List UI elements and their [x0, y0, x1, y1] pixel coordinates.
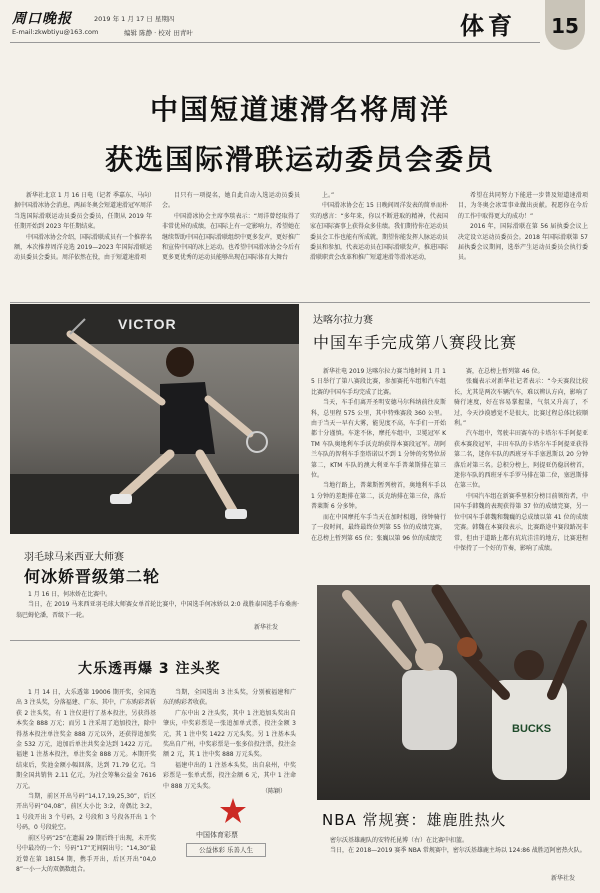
- section-name: 体育: [460, 11, 516, 40]
- lottery-column-2: 当期，全国选出 3 注头奖，分别被福建和广东的购彩者收获。 广东中出 2 注头奖，其中 1 注追加头奖出自肇庆，中奖彩票是一张追加单式票，投注金额 3 元，其 1 注中奖 1422 万元头奖。另 1 注基本头奖出自广州，中奖彩票是一张多倍投注票，投注金额 2 元，其 1 注中奖 888 万元头奖。 福建中出的 1 注基本头奖，出自泉州，中奖彩票是一张单式票，投注金额 6 元，其中 1 注命中 888 万元头奖。: [163, 689, 296, 790]
- badminton-bottom-rule: [10, 640, 300, 641]
- lead-headline-line1: 中国短道速滑名将周洋: [149, 93, 450, 126]
- dakar-column-2: 赛，在总榜上暂列第 46 位。 张巍表示对新华社记者表示：“今天赛段比较长，尤其是两次车辆汽车，难以辨认方向，影响了骑行速度，好在容易掌握量，气氛又升高了，不过，今天沙漠感觉不是很大，比赛过程总体比较顺利。” 汽车组中，驾驶丰田赛车的卡塔尔车手阿提亚获本赛段冠军，丰田车队的卡塔尔车手阿提亚获得第二名，迷你车队的西班牙车手塞恩斯以 20 分钟落后对第三名。总积分榜上，阿提亚仍稳居榜首，迷你车队的西班牙车手罗马排在第二位，塞恩斯排在第三位。 中国汽车组在新赛季里积分榜目前领衔者，中国车手韩魏的表现获得第 37 位的成绩完赛，另一位中国车手韩魏和魏巍的总成绩以第 41 位的成绩完赛。韩魏在本赛段表示，比赛路途中赛段路况非常，但由于道路上都有坑坑洼洼的地方，比赛进程中保持了一个好的节奏，影响了成绩。: [454, 368, 588, 552]
- badminton-player-illustration: [10, 304, 299, 534]
- badminton-kicker: 羽毛球马来西亚大师赛: [24, 552, 124, 563]
- badminton-photo: [10, 304, 299, 534]
- lottery-star-icon: [218, 796, 248, 826]
- dakar-column-1: 新华社电 2019 达喀尔拉力赛当地时间 1 月 15 日举行了第八赛段比赛，参加赛托车组和汽车组比赛的中国车手均完成了比赛。 当天，车手们离开圣明安德马尔科纳前往皮斯科，总里程 575 公里，其中特殊赛段 360 公里。由于当天一早有大雾，能见度不高，车手们一开始都十分谨慎。车迷不休，摩托车组中，卫冕冠军 KTM 车队奥地利车手沃克纳获得本赛段冠军。胡阿兰车队的智利车手奎塔诺以不到 1 分钟的劣势位居第二，KTM 车队的澳大利亚车手普莱斯排在第三位。 当地行路上，普莱斯暂列榜首，奥地利车手以 1 分钟的差距排在第二，沃克纳排在第三位，落后普莱斯 6 分多钟。 而在中国摩托车手当天在加时相遇，徐钟骑行了一段时间，最终最终位列第 55 位的成绩完赛，在总榜上暂列第 65 位；张巍以第 96 位的成绩完: [311, 368, 446, 542]
- lottery-logo-text: 中国体育彩票: [196, 831, 238, 839]
- jersey-text: BUCKS: [512, 723, 552, 735]
- lottery-column-1: 1 月 14 日，大乐透第 19006 期开奖，全国选出 3 注头奖，分落福建、广东、其中，广东购彩者斩获 2 注头奖，有 1 注仅进行了基本投注，另获得基本奖金 888 万元；而另 1 注采用了追加投注，除中得基本投注单注奖金 888 万元以外，还获得追加奖金 532 万元，追加后单注共奖金达到 1422 万元。福建 1 注基本投注，单注奖金 888 万元。本期开奖结束后，奖池金额小幅回落，达到 71.79 亿元。当期全国共销售 2.11 亿元，为社会筹集公益金 7616 万元。 当期，前区开出号码“14,17,19,25,30”，后区开出号码“04,08”，前区大小比 3:2，奇偶比 3:2，1 号段开出 3 个号码，2 号段和 3 号段各开出 1 个号码，0 号段轮空。 前区号码“25”在遗漏 29 期后终于出现，未开奖号中最冷的一个；号码“17”无间隔出号；“14,30”最近曾在第 18154 期，携手开出，后区开出“04,08”一小一大的双偶数组合。: [16, 689, 156, 873]
- lottery-credit: （陈颖）: [262, 788, 287, 795]
- lottery-slogan: 公益体彩 乐善人生: [186, 843, 266, 857]
- newspaper-logo: 周口晚报: [12, 11, 72, 27]
- badminton-body: 1 月 16 日，何冰娇在比赛中。 当日，在 2019 马来西亚羽毛球大师赛女单首轮比赛中，中国选手何冰娇以 2:0 战胜泰国选手布桑南·翁巴姆伦潘，晋级下一轮。: [16, 591, 299, 619]
- sponsor-board-text: VICTOR: [118, 316, 177, 332]
- lottery-headline: 大乐透再爆 3 注头奖: [78, 661, 221, 677]
- editors-line: 编辑 陈静 · 校对 田青叶: [124, 29, 193, 37]
- nba-credit: 新华社发: [551, 875, 576, 882]
- lead-column-1: 新华社北京 1 月 16 日电（记者 季嘉东、马向）据中国滑冰协会消息，两届冬奥会短道速滑冠军周洋当选国际滑联运动员委员会委员，任期从 2019 年任期开始到 2023 年任期结束。 中国滑冰协会介绍，国际滑联成员有一个推荐名额，本次推荐周洋竞选 2019—2023 年国际滑联运动员委员会委员。周洋依然在役，由于短道速滑项: [14, 192, 153, 262]
- lead-column-3: 上。” 中国滑冰协会在 15 日晚间周洋发表的简单而朴实的感言：“多年来，你以不断进取的精神，代表国家在国际赛事上获得众多佳绩。我们期待你在运动员委员会工作也能有所成就，期望你能发挥人脉运动员委员和参加，代表运动员在国际滑联发声，推进国际滑联职责会改革和推广短道速滑等滑冰运动，: [310, 192, 449, 262]
- nba-headline: NBA 常规赛：雄鹿胜热火: [322, 811, 507, 829]
- lead-column-2: 目只有一项提名，她自此自动入选运动员委员会。 中国滑冰协会主席李琰表示：“周洋曾经取得了非常优异的成绩，在国际上有一定影响力，希望她在继续帮助中国在国际滑联组织中更多发声，更好推广和宣传中国的冰上运动。也希望中国滑冰协会今后有更多更优秀的运动员能够出现在国际体育大舞台: [162, 192, 301, 262]
- badminton-headline: 何冰娇晋级第二轮: [24, 567, 161, 586]
- badminton-credit: 新华社发: [254, 624, 279, 631]
- page-number: 15: [551, 14, 579, 38]
- issue-date: 2019 年 1 月 17 日 星期四: [94, 15, 175, 23]
- lead-bottom-rule: [10, 302, 590, 303]
- nba-players-illustration: [317, 585, 590, 800]
- dakar-headline: 中国车手完成第八赛段比赛: [313, 333, 518, 352]
- lead-column-4: 希望在共同努力下能进一步普及短道速滑项目，为冬奥会冰雪事业做出贡献。祝愿你在今后的工作中取得更大的成功！” 2016 年，国际滑联在第 56 届执委会议上决定设立运动员委员会。2018 年国际滑联第 57 届执委会议期间，选举产生运动员委员会执行委员。: [458, 192, 588, 262]
- masthead-rule: [10, 42, 540, 43]
- nba-photo: [317, 585, 590, 800]
- section-email: E-mail:zkwbtiyu@163.com: [12, 28, 99, 36]
- lead-headline-line2: 获选国际滑联运动委员会委员: [104, 143, 495, 176]
- dakar-kicker: 达喀尔拉力赛: [313, 315, 373, 326]
- nba-body: 密尔沃基雄鹿队的安特托昆博（右）在比赛中扣篮。 当日，在 2018—2019 赛季 NBA 常规赛中，密尔沃基雄鹿主场以 124:86 战胜迈阿密热火队。: [330, 837, 586, 855]
